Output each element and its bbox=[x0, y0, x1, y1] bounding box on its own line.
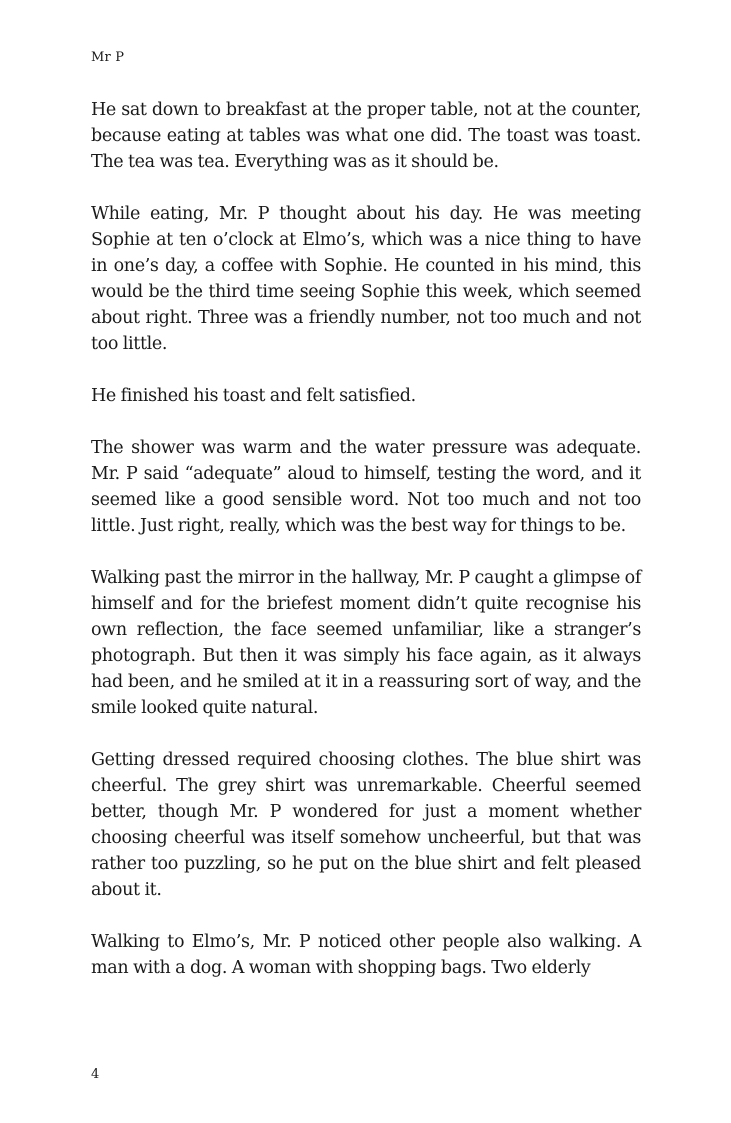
paragraph: He finished his toast and felt satisfied. bbox=[91, 386, 416, 406]
body-text bbox=[91, 97, 641, 1007]
page-number: 4 bbox=[91, 1067, 100, 1082]
paragraph: Getting dressed required choosing clothes. The blue shirt was cheerful. The grey shirt was unremarkable. Cheerful seemed better, though Mr. P wondered for just a moment whether choosing cheerful was itself somehow uncheerful, but that was rather too puzzling, so he put on the blue shirt and felt pleased about it. bbox=[91, 750, 641, 900]
paragraph: The shower was warm and the water pressure was adequate. Mr. P said “adequate” aloud to himself, testing the word, and it seemed like a good sensible word. Not too much and not too little. Just right, really, which was the best way for things to be. bbox=[91, 438, 641, 536]
paragraph: While eating, Mr. P thought about his day. He was meeting Sophie at ten o’clock at Elmo’s, which was a nice thing to have in one’s day, a coffee with Sophie. He counted in his mind, this would be the third time seeing Sophie this week, which seemed about right. Three was a friendly number, not too much and not too little. bbox=[91, 204, 641, 354]
paragraph: Walking to Elmo’s, Mr. P noticed other people also walking. A man with a dog. A woman with shopping bags. Two elderly bbox=[91, 932, 641, 978]
paragraph: He sat down to breakfast at the proper table, not at the counter, because eating at tables was what one did. The toast was toast. The tea was tea. Everything was as it should be. bbox=[91, 100, 641, 172]
paragraph: Walking past the mirror in the hallway, Mr. P caught a glimpse of himself and for the briefest moment didn’t quite recognise his own reflection, the face seemed unfamiliar, like a stranger’s photograph. But then it was simply his face again, as it always had been, and he smiled at it in a reassuring sort of way, and the smile looked quite natural. bbox=[91, 568, 641, 718]
running-head: Mr P bbox=[91, 50, 125, 65]
